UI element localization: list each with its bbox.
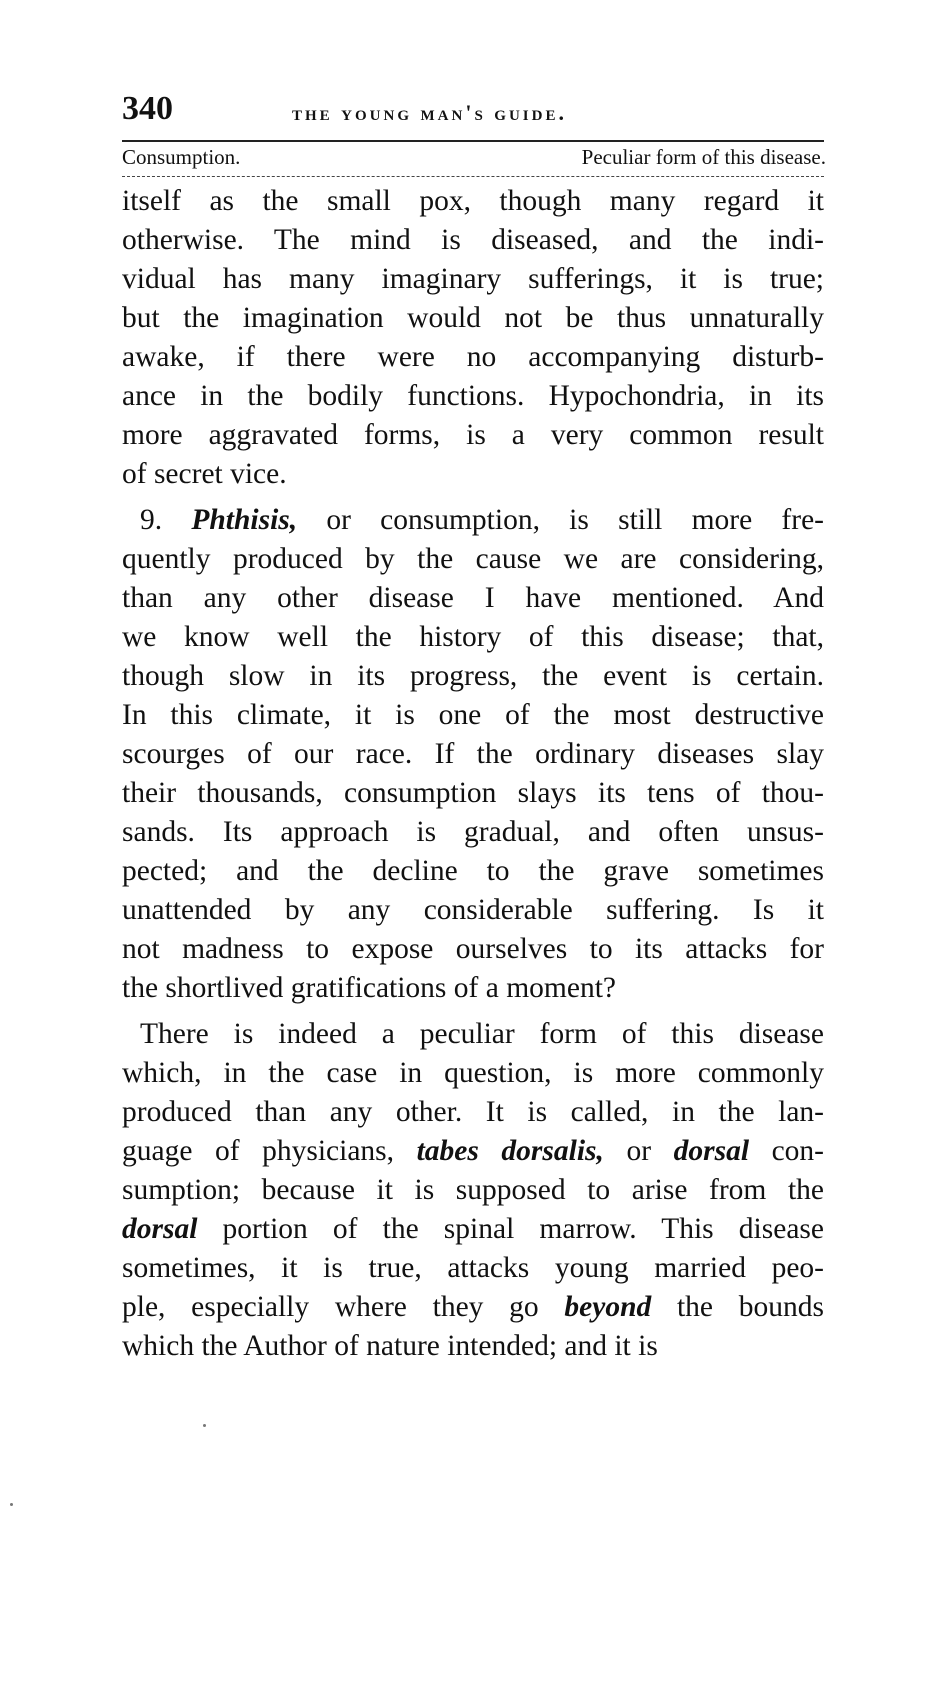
text-segment: the shortlived gratifications of a moment? (122, 972, 616, 1004)
right-caption: Peculiar form of this disease. (581, 145, 826, 169)
text-segment: scourges of our race. If the ordinary diseases slay (122, 738, 824, 770)
italic-text: dorsal (122, 1213, 198, 1245)
left-caption: Consumption. (122, 145, 241, 169)
text-segment: than any other disease I have mentioned. And (122, 582, 824, 614)
text-segment: their thousands, consumption slays its tens of thou- (122, 777, 824, 809)
text-segment: or consumption, is still more fre- (297, 504, 824, 536)
page-number: 340 (122, 90, 173, 127)
text-segment: the bounds (651, 1291, 824, 1323)
text-line (122, 260, 824, 299)
text-segment: vidual has many imaginary sufferings, it is true; (122, 263, 824, 295)
text-segment: sometimes, it is true, attacks young married peo- (122, 1252, 824, 1284)
text-line (122, 1327, 824, 1366)
text-segment: though slow in its progress, the event is certain. (122, 660, 824, 692)
text-line (122, 1015, 824, 1054)
text-line (122, 1054, 824, 1093)
text-segment: which the Author of nature intended; and it is (122, 1330, 658, 1362)
text-segment: ple, especially where they go (122, 1291, 565, 1323)
text-line (122, 416, 824, 455)
text-segment: 9. (140, 504, 192, 536)
paragraph (122, 182, 824, 494)
text-segment: unattended by any considerable suffering. Is it (122, 894, 824, 926)
text-segment: produced than any other. It is called, in the lan- (122, 1096, 824, 1128)
text-segment: sumption; because it is supposed to arise from the (122, 1174, 824, 1206)
text-line (122, 501, 824, 540)
running-title: the young man's guide. (292, 100, 567, 125)
text-line (122, 540, 824, 579)
scan-speck (203, 1424, 206, 1427)
text-segment: otherwise. The mind is diseased, and the indi- (122, 224, 824, 256)
header-rule (122, 140, 824, 142)
scan-speck (10, 1503, 13, 1506)
text-line (122, 221, 824, 260)
text-line (122, 735, 824, 774)
text-segment: but the imagination would not be thus unnaturally (122, 302, 824, 334)
paragraph (122, 1015, 824, 1366)
text-segment: awake, if there were no accompanying disturb- (122, 341, 824, 373)
text-line (122, 696, 824, 735)
text-segment: more aggravated forms, is a very common result (122, 419, 824, 451)
text-segment: we know well the history of this disease; that, (122, 621, 824, 653)
text-segment: con- (749, 1135, 825, 1167)
text-line (122, 618, 824, 657)
text-line (122, 774, 824, 813)
text-line (122, 813, 824, 852)
text-line (122, 1093, 824, 1132)
text-line (122, 338, 824, 377)
text-segment: pected; and the decline to the grave sometimes (122, 855, 824, 887)
italic-text: tabes dorsalis, (416, 1135, 604, 1167)
text-segment: There is indeed a peculiar form of this disease (140, 1018, 824, 1050)
paragraph (122, 501, 824, 1008)
italic-text: dorsal (673, 1135, 750, 1167)
text-segment: which, in the case in question, is more commonly (122, 1057, 824, 1089)
text-segment: quently produced by the cause we are considering, (122, 543, 824, 575)
text-line (122, 657, 824, 696)
text-segment: In this climate, it is one of the most destructive (122, 699, 824, 731)
text-segment: sands. Its approach is gradual, and often unsus- (122, 816, 824, 848)
text-line (122, 377, 824, 416)
page-body (122, 182, 824, 1373)
text-line (122, 1249, 824, 1288)
text-line (122, 1171, 824, 1210)
caption-rule (122, 176, 824, 177)
text-line (122, 579, 824, 618)
text-line (122, 1288, 824, 1327)
text-line (122, 1210, 824, 1249)
text-line (122, 299, 824, 338)
italic-text: Phthisis, (191, 504, 298, 536)
text-segment: not madness to expose ourselves to its attacks for (122, 933, 824, 965)
text-line (122, 930, 824, 969)
text-line (122, 182, 824, 221)
text-segment: portion of the spinal marrow. This disease (197, 1213, 824, 1245)
text-line (122, 1132, 824, 1171)
text-segment: ance in the bodily functions. Hypochondria, in its (122, 380, 824, 412)
italic-text: beyond (564, 1291, 652, 1323)
text-segment: or (603, 1135, 674, 1167)
text-line (122, 969, 824, 1008)
text-segment: itself as the small pox, though many regard it (122, 185, 824, 217)
text-line (122, 891, 824, 930)
text-line (122, 852, 824, 891)
text-segment: guage of physicians, (122, 1135, 417, 1167)
text-segment: of secret vice. (122, 458, 287, 490)
text-line (122, 455, 824, 494)
